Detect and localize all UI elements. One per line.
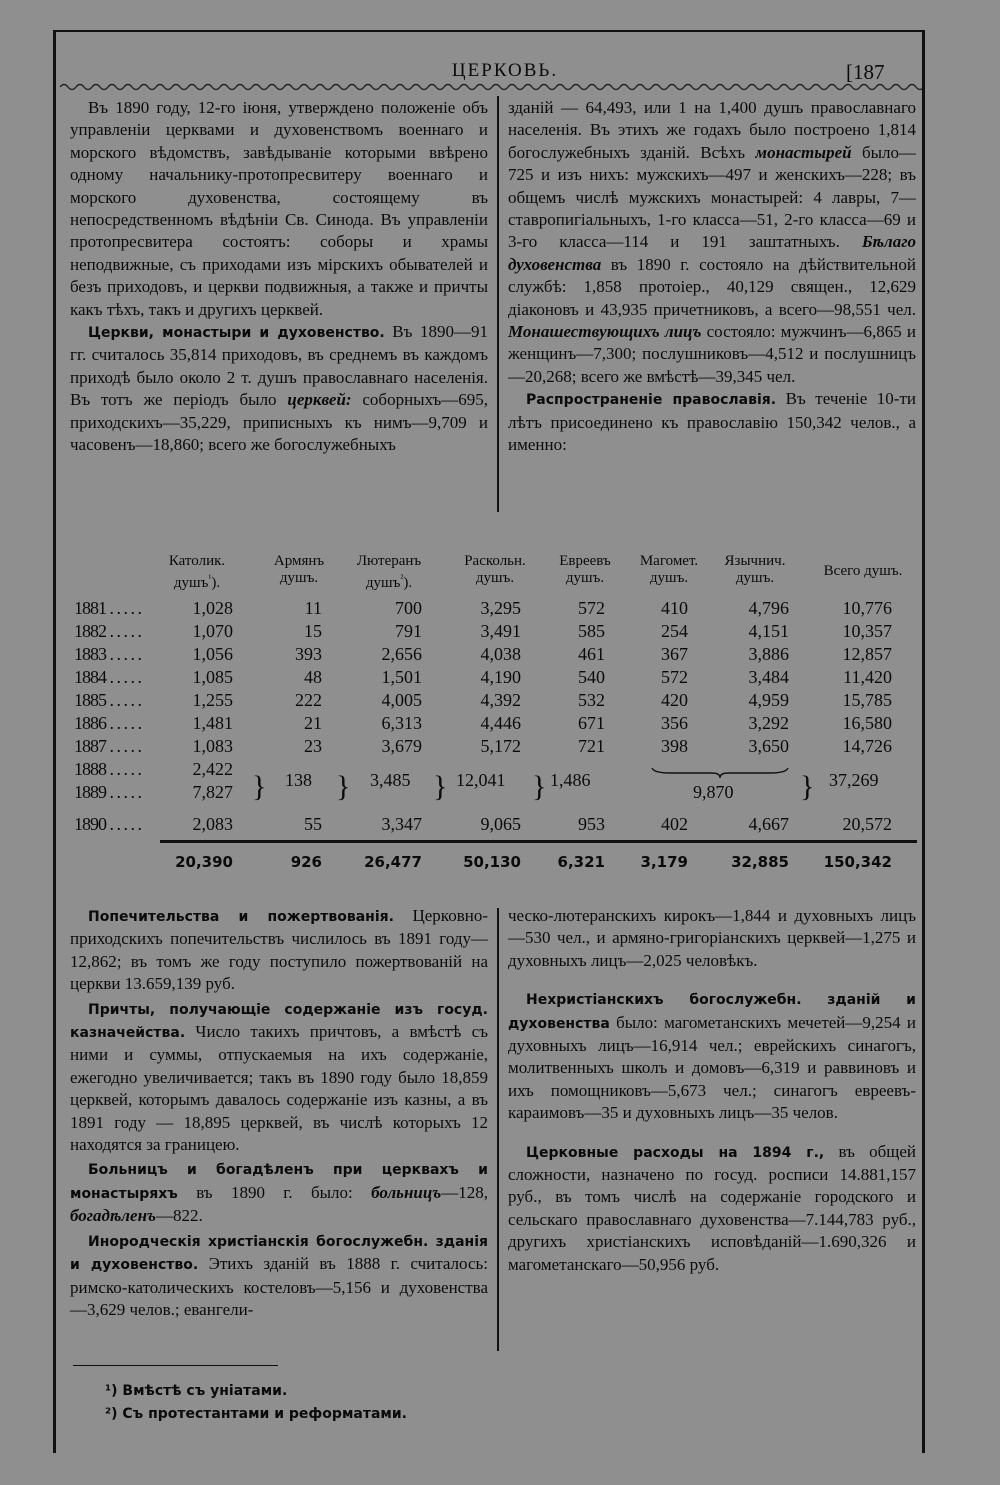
row-year: 1886 . . . . . bbox=[74, 713, 141, 733]
table-cell: 410 bbox=[661, 598, 688, 618]
table-cell: 4,959 bbox=[748, 690, 789, 710]
table-cell: 12,857 bbox=[842, 644, 892, 664]
page-number: [187 bbox=[846, 60, 885, 84]
table-cell-merged: 138 bbox=[285, 770, 312, 790]
brace: } bbox=[252, 770, 267, 803]
paragraph-lutheran-armenian: ческо-лютеранскихъ кирокъ—1,844 и духовныхъ лицъ—530 чел., и армяно-григоріанскихъ церквей—1,275 и духовныхъ лицъ—2,025 человѣкъ. bbox=[508, 906, 916, 970]
table-total: 3,179 bbox=[640, 853, 688, 871]
table-cell: 4,446 bbox=[480, 713, 521, 733]
table-cell: 14,726 bbox=[842, 736, 892, 756]
table-cell: 791 bbox=[395, 621, 422, 641]
paragraph-non-christian: Нехристіанскихъ богослужебн. зданій и духовенства было: магометанскихъ мечетей—9,254 и духовныхъ лицъ—16,914 чел.; еврейскихъ синагогъ, молитвенныхъ школъ и домовъ—6,319 и раввиновъ и ихъ помощниковъ—5,673 чел.; синагогъ евреевъ-караимовъ—35 и духовныхъ лицъ—35 челов. bbox=[508, 992, 916, 1123]
row-year: 1884 . . . . . bbox=[74, 667, 141, 687]
row-year: 1887 . . . . . bbox=[74, 736, 141, 756]
row-year: 1890 . . . . . bbox=[74, 814, 141, 835]
row-year: 1883 . . . . . bbox=[74, 644, 141, 664]
table-cell: 572 bbox=[661, 667, 688, 687]
table-cell: 254 bbox=[661, 621, 688, 641]
table-cell: 4,667 bbox=[748, 814, 789, 835]
hdr-muslim: Магомет. душъ. bbox=[639, 553, 699, 586]
hdr-lutheran: Лютеранъ душъ$^{^2}$). bbox=[356, 553, 422, 591]
table-cell: 3,292 bbox=[748, 713, 789, 733]
table-cell: 3,679 bbox=[381, 736, 422, 756]
right-column-bottom bbox=[508, 905, 916, 1276]
footnote-1: ¹) Вмѣстѣ съ уніатами. bbox=[105, 1383, 288, 1399]
table-cell: 3,295 bbox=[480, 598, 521, 618]
footnote-rule bbox=[73, 1365, 278, 1366]
table-cell: 367 bbox=[661, 644, 688, 664]
table-cell: 393 bbox=[295, 644, 322, 664]
paragraph-trusteeships: Попечительства и пожертвованія. Церковно-приходскихъ попечительствъ числилось въ 1891 году—12,862; въ томъ же году поступило пожертвованій на церкви 13.659,139 руб. bbox=[70, 906, 488, 994]
table-cell: 21 bbox=[304, 713, 322, 733]
table-cell: 4,038 bbox=[480, 644, 521, 664]
table-cell: 953 bbox=[578, 814, 605, 835]
table-cell: 2,422 bbox=[192, 759, 233, 779]
table-cell: 9,065 bbox=[480, 814, 521, 835]
right-column-top bbox=[508, 97, 916, 457]
hdr-catholic: Католик. душъ$^{^1}$). bbox=[168, 553, 226, 591]
table-total: 20,390 bbox=[175, 853, 233, 871]
table-cell: 532 bbox=[578, 690, 605, 710]
table-cell: 540 bbox=[578, 667, 605, 687]
table-cell: 7,827 bbox=[192, 782, 233, 802]
hdr-armenian: Армянъ душъ. bbox=[273, 553, 325, 586]
table-cell: 20,572 bbox=[842, 814, 892, 835]
table-cell: 2,083 bbox=[192, 814, 233, 835]
row-year: 1881 . . . . . bbox=[74, 598, 141, 618]
page-title: ЦЕРКОВЬ. bbox=[451, 60, 559, 81]
table-cell: 10,357 bbox=[842, 621, 892, 641]
row-year: 1889 . . . . . bbox=[74, 782, 141, 802]
table-total: 6,321 bbox=[557, 853, 605, 871]
table-cell: 461 bbox=[578, 644, 605, 664]
table-cell: 1,083 bbox=[192, 736, 233, 756]
brace: } bbox=[433, 770, 448, 803]
table-cell: 1,056 bbox=[192, 644, 233, 664]
table-cell: 356 bbox=[661, 713, 688, 733]
brace: } bbox=[336, 770, 351, 803]
wavy-rule bbox=[60, 80, 922, 94]
table-cell: 700 bbox=[395, 598, 422, 618]
paragraph-monasteries-clergy: зданій — 64,493, или 1 на 1,400 душъ православнаго населенія. Въ этихъ же годахъ было построено 1,814 богослужебныхъ зданій. Всѣхъ монастырей было—725 и изъ нихъ: мужскихъ—497 и женскихъ—228; въ общемъ числѣ мужскихъ монастырей: 4 лавры, 7—ставропигіальныхъ, 1-го класса—51, 2-го класса—69 и 3-го класса—114 и 191 заштатныхъ. Бѣлаго духовенства въ 1890 г. состояло на дѣйствительной службѣ: 1,858 протоіер., 40,129 священ., 12,629 діаконовъ и 43,935 причетниковъ, а всего—98,551 чел. Монашествующихъ лицъ состояло: мужчинъ—6,865 и женщинъ—7,300; послушниковъ—4,512 и послушницъ—20,268; всего же вмѣстѣ—39,345 чел. bbox=[508, 98, 916, 386]
table-cell: 1,028 bbox=[192, 598, 233, 618]
table-cell: 48 bbox=[304, 667, 322, 687]
column-divider-bottom bbox=[497, 908, 499, 1351]
table-cell: 1,070 bbox=[192, 621, 233, 641]
horizontal-brace bbox=[650, 766, 790, 780]
hdr-total: Всего душъ. bbox=[823, 563, 903, 579]
table-cell: 10,776 bbox=[842, 598, 892, 618]
row-year: 1882 . . . . . bbox=[74, 621, 141, 641]
table-cell: 671 bbox=[578, 713, 605, 733]
table-cell: 15,785 bbox=[842, 690, 892, 710]
table-cell: 2,656 bbox=[381, 644, 422, 664]
table-cell: 3,650 bbox=[748, 736, 789, 756]
table-cell: 3,347 bbox=[381, 814, 422, 835]
paragraph-spread-orthodoxy: Распространеніе православія. Въ теченіе 10-ти лѣтъ присоединено къ православію 150,342 челов., а именно: bbox=[508, 389, 916, 455]
column-divider-top bbox=[497, 96, 499, 512]
left-column-bottom bbox=[70, 905, 488, 1321]
row-year: 1888 . . . . . bbox=[74, 759, 141, 779]
hdr-raskol: Раскольн. душъ. bbox=[464, 553, 526, 586]
totals-rule bbox=[160, 840, 917, 843]
table-cell: 16,580 bbox=[842, 713, 892, 733]
hdr-jews: Евреевъ душъ. bbox=[559, 553, 611, 586]
table-total: 150,342 bbox=[823, 853, 892, 871]
table-cell: 398 bbox=[661, 736, 688, 756]
table-cell-merged: 12,041 bbox=[456, 770, 506, 790]
table-cell: 4,190 bbox=[480, 667, 521, 687]
frame-right-rule bbox=[922, 30, 925, 1453]
table-cell: 5,172 bbox=[480, 736, 521, 756]
paragraph-church-expenses: Церковные расходы на 1894 г., въ общей сложности, назначено по госуд. росписи 14.881,157 руб., въ томъ числѣ на содержаніе городского и сельскаго православнаго духовенства—7.144,783 руб., другихъ христіанскихъ исповѣданій—1.690,326 и магометанскаго—50,956 руб. bbox=[508, 1141, 916, 1274]
table-cell: 3,886 bbox=[748, 644, 789, 664]
brace: } bbox=[532, 770, 547, 803]
table-cell-merged: 9,870 bbox=[693, 782, 734, 802]
table-cell: 3,491 bbox=[480, 621, 521, 641]
table-cell: 1,255 bbox=[192, 690, 233, 710]
table-cell: 4,796 bbox=[748, 598, 789, 618]
table-cell: 55 bbox=[304, 814, 322, 835]
table-cell: 420 bbox=[661, 690, 688, 710]
heading-spread-orthodoxy: Распространеніе православія. bbox=[526, 392, 777, 409]
paragraph-hospitals-almshouses: Больницъ и богадѣленъ при церквахъ и монастыряхъ въ 1890 г. было: больницъ—128, богадѣленъ—822. bbox=[70, 1162, 488, 1226]
table-cell: 222 bbox=[295, 690, 322, 710]
table-cell: 15 bbox=[304, 621, 322, 641]
table-cell: 4,392 bbox=[480, 690, 521, 710]
table-cell: 23 bbox=[304, 736, 322, 756]
table-cell-merged: 37,269 bbox=[829, 770, 879, 790]
paragraph-churches-monasteries: Церкви, монастыри и духовенство. Въ 1890—91 гг. считалось 35,814 приходовъ, въ среднемъ въ каждомъ приходѣ было около 2 т. душъ православнаго населенія. Въ тотъ же періодъ было церквей: соборныхъ—695, приходскихъ—35,229, приписныхъ къ нимъ—9,709 и часовенъ—18,860; всего же богослужебныхъ bbox=[70, 322, 488, 455]
table-total: 926 bbox=[290, 853, 322, 871]
paragraph-clergy-salaries: Причты, получающіе содержаніе изъ госуд. казначейства. Число такихъ причтовъ, а вмѣстѣ съ ними и суммы, отпускаемыя на ихъ содержаніе, ежегодно увеличивается; такъ въ 1890 году было 18,859 церквей, которымъ давалось содержаніе изъ казны, а въ 1891 году — 18,895 церквей, въ числѣ которыхъ 12 находятся за границею. bbox=[70, 1001, 488, 1155]
table-cell: 3,484 bbox=[748, 667, 789, 687]
paragraph-army-navy-clergy: Въ 1890 году, 12-го іюня, утверждено положеніе объ управленіи церквами и духовенствомъ военнаго и морского вѣдомствъ, завѣдываніе которыми ввѣрено одному начальнику-протопресвитеру военнаго и морского духовенства, состоящему въ непосредственномъ вѣдѣніи Св. Синода. Въ управленіи протопресвитера состоятъ: соборы и храмы неподвижные, съ приходами изъ мірскихъ обывателей и безъ приходовъ, и церкви подвижныя, а также и причты какъ тѣхъ, такъ и другихъ церквей. bbox=[70, 98, 488, 319]
left-column-top bbox=[70, 97, 488, 457]
table-cell: 4,005 bbox=[381, 690, 422, 710]
heading-churches: Церкви, монастыри и духовенство. bbox=[88, 325, 385, 342]
table-total: 26,477 bbox=[364, 853, 422, 871]
table-cell-merged: 3,485 bbox=[370, 770, 411, 790]
table-cell: 1,481 bbox=[192, 713, 233, 733]
table-cell: 1,501 bbox=[381, 667, 422, 687]
table-cell: 721 bbox=[578, 736, 605, 756]
table-cell: 11 bbox=[304, 598, 322, 618]
hdr-pagan: Язычнич. душъ. bbox=[724, 553, 786, 586]
table-total: 50,130 bbox=[463, 853, 521, 871]
table-cell: 11,420 bbox=[843, 667, 892, 687]
table-cell: 585 bbox=[578, 621, 605, 641]
brace: } bbox=[800, 770, 815, 803]
table-cell: 402 bbox=[661, 814, 688, 835]
table-cell: 4,151 bbox=[748, 621, 789, 641]
table-cell: 6,313 bbox=[381, 713, 422, 733]
table-cell: 1,085 bbox=[192, 667, 233, 687]
row-year: 1885 . . . . . bbox=[74, 690, 141, 710]
frame-top-rule bbox=[53, 30, 925, 32]
table-cell: 572 bbox=[578, 598, 605, 618]
frame-left-rule bbox=[53, 30, 56, 1453]
paragraph-other-christian: Инородческія христіанскія богослужебн. зданія и духовенство. Этихъ зданій въ 1888 г. считалось: римско-католическихъ костеловъ—5,156 и духовенства—3,629 челов.; евангели- bbox=[70, 1233, 488, 1319]
footnote-2: ²) Съ протестантами и реформатами. bbox=[105, 1406, 407, 1422]
table-cell-merged: 1,486 bbox=[550, 770, 591, 790]
table-total: 32,885 bbox=[731, 853, 789, 871]
